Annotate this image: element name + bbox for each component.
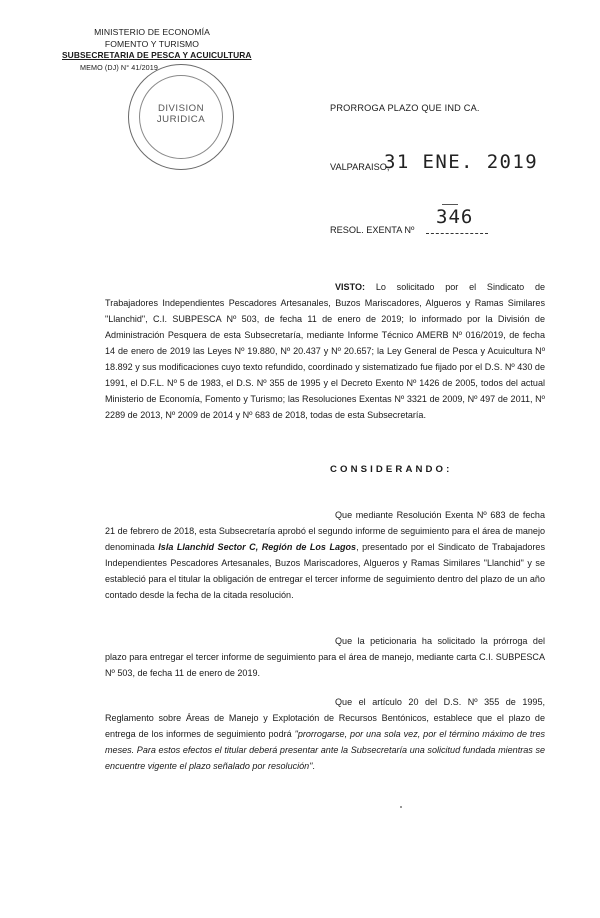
considerando-paragraph-2: Que la peticionaria ha solicitado la prórroga del plazo para entregar el tercer informe de seguimiento para el área de manejo, mediante carta C.I. SUBPESCA Nº 503, de fecha 11 de enero de 2019. [105, 636, 545, 678]
place-label: VALPARAISO, [330, 162, 390, 172]
memo-reference: MEMO (DJ) N° 41/2019 [80, 62, 158, 72]
p1-text-a: Que mediante Resolución Exenta Nº 683 de fecha 21 de febrero de 2018, esta Subsecretaría aprobó el segundo informe de seguimiento para el área de manejo denominada [105, 510, 545, 552]
ministry-name: MINISTERIO DE ECONOMÍA [94, 27, 210, 37]
visto-keyword: VISTO: [335, 282, 365, 292]
resolution-number-line [426, 233, 488, 234]
document-reference: PRORROGA PLAZO QUE IND CA. [330, 103, 480, 113]
stamp-line-juridica: JURIDICA [156, 114, 206, 125]
p3-quote: "prorrogarse, por una sola vez, por el término máximo de tres meses. Para estos efectos el titular deberá presentar ante la Subsecretaría una solicitud fundada mientras se encuentre vigente el plazo señalado por resolución" [105, 729, 545, 771]
p3-text-a: Que el artículo 20 del D.S. Nº 355 de 1995, Reglamento sobre Áreas de Manejo y Explotación de Recursos Bentónicos, establece que el plazo de entrega de los informes de seguimiento podrá [105, 697, 545, 739]
division-stamp [128, 64, 234, 170]
p3-text-c: . [312, 761, 315, 771]
visto-text: Lo solicitado por el Sindicato de Trabajadores Independientes Pescadores Artesanales, Buzos Mariscadores, Algueros y Ramas Similares "Llanchid", C.I. SUBPESCA Nº 503, de fecha 11 de enero de 2019; lo informado por la División de Administración Pesquera de esta Subsecretaría, mediante Informe Técnico AMERB Nº 016/2019, de fecha 14 de enero de 2019 las Leyes Nº 19.880, Nº 20.437 y Nº 20.657; la Ley General de Pesca y Acuicultura Nº 18.892 y sus modificaciones cuyo texto refundido, coordinado y sistematizado fue fijado por el D.S. Nº 430 de 1991, el D.F.L. Nº 5 de 1983, el D.S. Nº 355 de 1995 y el Decreto Exento Nº 1426 de 2005, todos del actual Ministerio de Economía, Fomento y Turismo; las Resoluciones Exentas Nº 3321 de 2009, Nº 497 de 2011, Nº 2289 de 2013, Nº 2009 de 2014 y Nº 683 de 2018, todas de esta Subsecretaría. [105, 282, 546, 420]
p1-text-c: , presentado por el Sindicato de Trabajadores Independientes Pescadores Artesanales, Buzos Mariscadores, Algueros y Ramas Similares "Llanchid" y se estableció para el titular la obligación de entregar el tercer informe de seguimiento dentro del plazo de un año contado desde la fecha de la citada resolución. [105, 542, 545, 600]
considerando-paragraph-3 [105, 694, 545, 774]
date-stamp: 31 ENE. 2019 [384, 151, 539, 173]
stamp-line-division: DIVISION [157, 103, 205, 114]
ministry-subtitle: FOMENTO Y TURISMO [104, 38, 200, 49]
visto-paragraph [105, 279, 545, 423]
resolution-number: 346 [436, 206, 474, 228]
considerando-paragraph-1 [105, 507, 545, 603]
stamp-text [149, 103, 213, 125]
page-speck [400, 806, 402, 808]
subsecretaria-name: SUBSECRETARIA DE PESCA Y ACUICULTURA [62, 50, 252, 61]
resolution-label: RESOL. EXENTA Nº [330, 225, 415, 235]
handwritten-mark [442, 204, 458, 205]
p1-area-name: Isla Llanchid Sector C, Región de Los Lagos [158, 542, 357, 552]
letterhead [62, 27, 252, 73]
considerando-title: CONSIDERANDO: [330, 464, 453, 475]
